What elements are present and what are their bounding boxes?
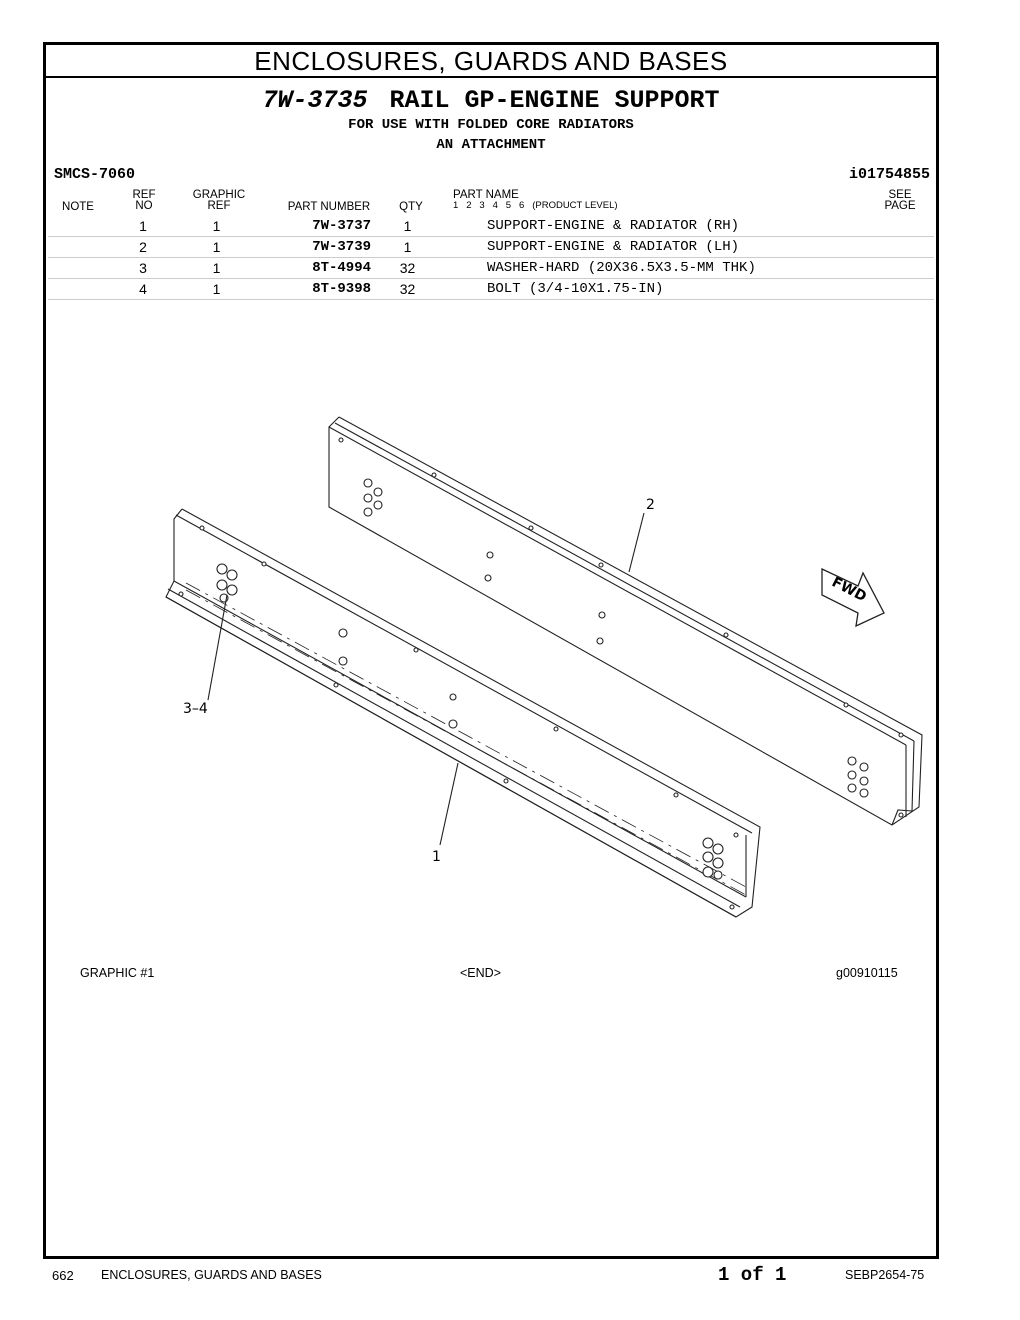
doc-id: SEBP2654-75 [845, 1268, 925, 1282]
table-row [48, 237, 934, 258]
col-graphic-ref-line2: REF [207, 200, 231, 212]
cell-ref-no: 1 [108, 216, 178, 237]
col-ref-no-line2: NO [135, 200, 153, 212]
cell-graphic-ref: 1 [178, 216, 255, 237]
cell-qty: 1 [371, 237, 444, 258]
graphic-id: g00910115 [836, 966, 898, 980]
smcs-code: SMCS-7060 [54, 166, 136, 183]
leader-line-1 [440, 763, 458, 845]
group-title [46, 87, 936, 115]
table-row [48, 279, 934, 300]
cell-graphic-ref: 1 [178, 279, 255, 300]
group-name: RAIL GP-ENGINE SUPPORT [389, 86, 720, 115]
cell-part-name: WASHER-HARD (20X36.5X3.5-MM THK) [444, 258, 934, 279]
leader-line-3-4 [208, 595, 227, 700]
col-ref-no [124, 190, 164, 212]
info-id: i01754855 [848, 166, 930, 183]
leader-line-2 [629, 513, 644, 572]
cell-note [48, 258, 108, 279]
col-qty: QTY [399, 201, 423, 213]
table-row [48, 258, 934, 279]
cell-qty: 32 [371, 279, 444, 300]
cell-note [48, 237, 108, 258]
cell-part-number: 8T-9398 [255, 279, 371, 300]
column-headers [46, 190, 936, 216]
rail-rh [166, 509, 760, 917]
cell-qty: 32 [371, 258, 444, 279]
graphic-label: GRAPHIC #1 [80, 966, 155, 980]
bolt-clusters [217, 479, 868, 879]
cell-part-number: 7W-3739 [255, 237, 371, 258]
col-part-number: PART NUMBER [287, 201, 371, 213]
col-note: NOTE [62, 201, 94, 213]
cell-ref-no: 4 [108, 279, 178, 300]
graphic-end: <END> [460, 966, 501, 980]
parts-illustration [106, 365, 926, 975]
group-note-1: FOR USE WITH FOLDED CORE RADIATORS [348, 117, 634, 133]
parts-table [48, 216, 934, 300]
mounting-holes [179, 438, 903, 909]
rail-lh [329, 417, 922, 825]
col-part-name: PART NAME [453, 189, 519, 201]
group-note-2: AN ATTACHMENT [436, 137, 546, 153]
cell-graphic-ref: 1 [178, 258, 255, 279]
cell-part-name: SUPPORT-ENGINE & RADIATOR (RH) [444, 216, 934, 237]
col-see-page-line1: SEE [888, 189, 912, 201]
table-row [48, 216, 934, 237]
footer-section: ENCLOSURES, GUARDS AND BASES [101, 1268, 322, 1282]
cell-note [48, 216, 108, 237]
fwd-label: FWD [829, 574, 869, 606]
group-header [46, 87, 936, 155]
cell-note [48, 279, 108, 300]
cell-part-name: BOLT (3/4-10X1.75-IN) [444, 279, 934, 300]
col-graphic-ref-line1: GRAPHIC [192, 189, 246, 201]
col-ref-no-line1: REF [132, 189, 156, 201]
callout-2: 2 [646, 497, 655, 513]
cell-ref-no: 2 [108, 237, 178, 258]
cell-ref-no: 3 [108, 258, 178, 279]
group-part-number: 7W-3735 [262, 86, 368, 115]
cell-part-number: 7W-3737 [255, 216, 371, 237]
pagination: 1 of 1 [718, 1264, 787, 1286]
cell-part-number: 8T-4994 [255, 258, 371, 279]
callout-3-4: 3–4 [183, 701, 208, 717]
section-title: ENCLOSURES, GUARDS AND BASES [46, 45, 936, 78]
callout-1: 1 [432, 849, 441, 865]
id-row [54, 166, 930, 186]
cell-part-name: SUPPORT-ENGINE & RADIATOR (LH) [444, 237, 934, 258]
col-graphic-ref [189, 190, 249, 212]
page-number: 662 [52, 1268, 74, 1283]
col-see-page-line2: PAGE [884, 200, 916, 212]
cell-graphic-ref: 1 [178, 237, 255, 258]
cell-qty: 1 [371, 216, 444, 237]
col-see-page [880, 190, 920, 212]
page-frame [43, 42, 939, 1259]
col-product-level: 1 2 3 4 5 6 (PRODUCT LEVEL) [453, 200, 618, 211]
